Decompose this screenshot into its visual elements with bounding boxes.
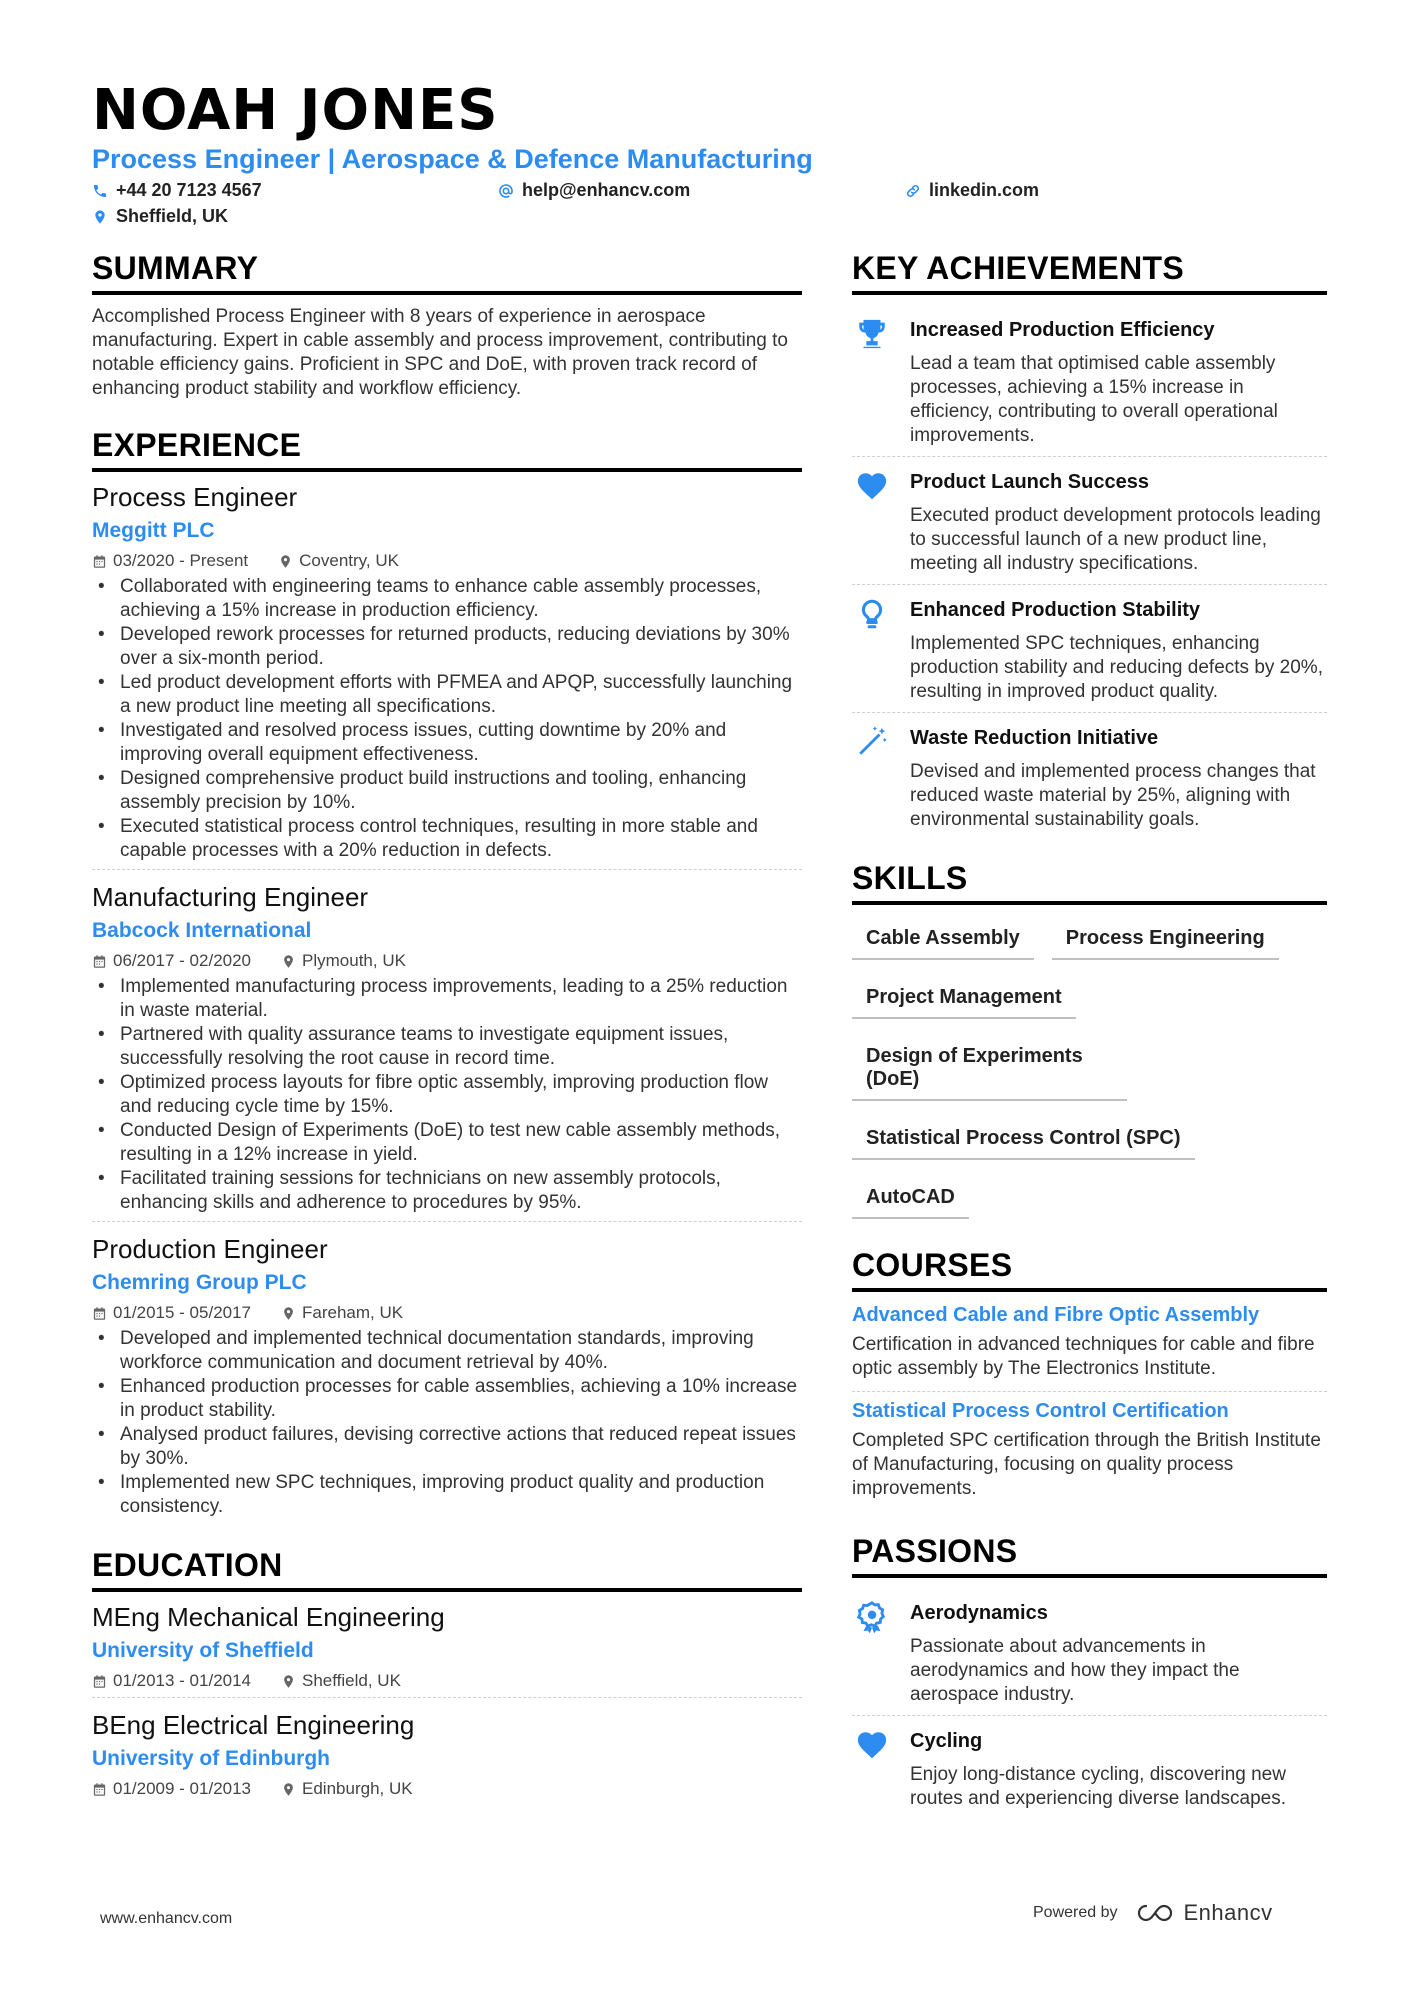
experience-section <box>92 427 802 1525</box>
location-pin-icon <box>92 209 108 225</box>
brand-logo[interactable] <box>1132 1900 1273 1926</box>
achievement-desc: Executed product development protocols leading to successful launch of a new product line, meeting all industry specifications. <box>910 505 1321 574</box>
achievement-icon-wrap <box>852 595 892 704</box>
school-name: University of Sheffield <box>92 1639 314 1662</box>
skills-heading: SKILLS <box>852 860 1327 905</box>
education-section <box>92 1547 802 1805</box>
at-icon <box>498 183 514 199</box>
skill-tag: Project Management <box>852 982 1076 1019</box>
achievement-content <box>910 315 1327 448</box>
bullet-item: • Developed rework processes for returned products, reducing deviations by 30% over a six-month period. <box>92 623 802 671</box>
passion-title: Aerodynamics <box>910 1602 1048 1624</box>
skills-list <box>852 915 1327 1219</box>
course-desc: Completed SPC certification through the British Institute of Manufacturing, focusing on quality process improvements. <box>852 1430 1321 1499</box>
course-title: Advanced Cable and Fibre Optic Assembly <box>852 1304 1260 1326</box>
skills-section <box>852 860 1327 1219</box>
heart-icon <box>855 469 889 503</box>
calendar-icon <box>92 1674 107 1689</box>
course-title: Statistical Process Control Certification <box>852 1400 1229 1422</box>
job-title: Process Engineer <box>92 482 298 512</box>
bullet-item: • Facilitated training sessions for technicians on new assembly protocols, enhancing skills and adherence to procedures by 95%. <box>92 1167 802 1215</box>
passions-section <box>852 1533 1327 1819</box>
achievement-desc: Devised and implemented process changes that reduced waste material by 25%, aligning with environmental sustainability goals. <box>910 761 1316 830</box>
skill-tag: AutoCAD <box>852 1182 969 1219</box>
lightbulb-icon <box>855 597 889 631</box>
award-badge-icon <box>855 1600 889 1634</box>
job-title: Production Engineer <box>92 1234 328 1264</box>
job-title: Manufacturing Engineer <box>92 882 369 912</box>
job-entry <box>92 482 802 869</box>
education-location <box>281 1671 401 1691</box>
achievement-item <box>852 305 1327 456</box>
experience-heading: EXPERIENCE <box>92 427 802 472</box>
bullet-item: • Enhanced production processes for cable assemblies, achieving a 10% increase in product stability. <box>92 1375 802 1423</box>
calendar-icon <box>92 554 107 569</box>
linkedin-text: linkedin.com <box>929 180 1040 200</box>
footer-website[interactable]: www.enhancv.com <box>100 1910 233 1927</box>
achievements-heading: KEY ACHIEVEMENTS <box>852 250 1327 295</box>
degree-title: BEng Electrical Engineering <box>92 1710 415 1740</box>
location-pin-icon <box>281 1306 296 1321</box>
job-bullets <box>92 1327 802 1519</box>
bullet-item: • Partnered with quality assurance teams to investigate equipment issues, successfully resolving the root cause in record time. <box>92 1023 802 1071</box>
achievement-title: Waste Reduction Initiative <box>910 727 1159 749</box>
contact-email[interactable] <box>498 180 690 201</box>
education-dates: 01/2013 - 01/2014 <box>113 1671 252 1690</box>
bullet-item: • Designed comprehensive product build instructions and tooling, enhancing assembly precision by 10%. <box>92 767 802 815</box>
location-pin-icon <box>281 1674 296 1689</box>
achievement-item <box>852 584 1327 712</box>
passion-item <box>852 1715 1327 1819</box>
bullet-item: • Developed and implemented technical documentation standards, improving workforce communication and document retrieval by 40%. <box>92 1327 802 1375</box>
trophy-icon <box>855 317 889 351</box>
course-item <box>852 1391 1327 1511</box>
job-location-text: Coventry, UK <box>299 551 399 570</box>
magic-wand-icon <box>855 725 889 759</box>
education-meta <box>92 1671 802 1691</box>
job-location <box>278 551 399 571</box>
skill-tag: Process Engineering <box>1052 923 1279 960</box>
education-dates: 01/2009 - 01/2013 <box>113 1779 252 1798</box>
contact-phone[interactable] <box>92 180 262 201</box>
job-dates: 01/2015 - 05/2017 <box>113 1303 252 1322</box>
achievement-icon-wrap <box>852 723 892 832</box>
location-pin-icon <box>281 1782 296 1797</box>
bullet-item: • Analysed product failures, devising corrective actions that reduced repeat issues by 30%. <box>92 1423 802 1471</box>
phone-icon <box>92 183 108 199</box>
achievement-content <box>910 467 1327 576</box>
achievement-title: Enhanced Production Stability <box>910 599 1201 621</box>
bullet-item: • Implemented manufacturing process improvements, leading to a 25% reduction in waste material. <box>92 975 802 1023</box>
passion-item <box>852 1588 1327 1715</box>
passion-icon-wrap <box>852 1726 892 1811</box>
passion-content <box>910 1726 1327 1811</box>
job-company: Chemring Group PLC <box>92 1271 307 1294</box>
enhancv-logo-icon <box>1132 1901 1178 1925</box>
job-dates: 06/2017 - 02/2020 <box>113 951 252 970</box>
brand-name: Enhancv <box>1183 1900 1273 1925</box>
calendar-icon <box>92 1782 107 1797</box>
bullet-item: • Investigated and resolved process issues, cutting downtime by 20% and improving overall equipment effectiveness. <box>92 719 802 767</box>
education-location-text: Edinburgh, UK <box>302 1779 413 1798</box>
achievement-content <box>910 595 1327 704</box>
calendar-icon <box>92 954 107 969</box>
bullet-item: • Led product development efforts with PFMEA and APQP, successfully launching a new product line meeting all specifications. <box>92 671 802 719</box>
bullet-item: • Implemented new SPC techniques, improving product quality and production consistency. <box>92 1471 802 1519</box>
education-entry <box>92 1602 802 1697</box>
job-company: Babcock International <box>92 919 312 942</box>
bullet-item: • Collaborated with engineering teams to enhance cable assembly processes, achieving a 15% increase in production efficiency. <box>92 575 802 623</box>
contact-linkedin[interactable] <box>905 180 1039 201</box>
achievement-icon-wrap <box>852 315 892 448</box>
powered-by-text: Powered by <box>1033 1904 1118 1921</box>
contact-location <box>92 206 228 227</box>
candidate-role: Process Engineer | Aerospace & Defence Manufacturing <box>92 144 813 174</box>
achievement-content <box>910 723 1327 832</box>
job-meta <box>92 551 802 571</box>
courses-section <box>852 1247 1327 1511</box>
education-meta <box>92 1779 802 1799</box>
achievement-title: Increased Production Efficiency <box>910 319 1215 341</box>
passion-icon-wrap <box>852 1598 892 1707</box>
achievement-icon-wrap <box>852 467 892 576</box>
right-column <box>852 250 1327 1819</box>
bullet-item: • Conducted Design of Experiments (DoE) to test new cable assembly methods, resulting in a 12% increase in yield. <box>92 1119 802 1167</box>
education-location <box>281 1779 413 1799</box>
skill-tag: Cable Assembly <box>852 923 1034 960</box>
left-column <box>92 250 802 1805</box>
school-name: University of Edinburgh <box>92 1747 331 1770</box>
achievement-desc: Lead a team that optimised cable assembly processes, achieving a 15% increase in efficiency, contributing to overall operational improvements. <box>910 353 1278 446</box>
education-entry <box>92 1697 802 1805</box>
job-location <box>281 1303 403 1323</box>
job-bullets <box>92 975 802 1215</box>
bullet-item: • Optimized process layouts for fibre optic assembly, improving production flow and reducing cycle time by 15%. <box>92 1071 802 1119</box>
link-icon <box>905 183 921 199</box>
education-location-text: Sheffield, UK <box>302 1671 401 1690</box>
course-desc: Certification in advanced techniques for cable and fibre optic assembly by The Electronics Institute. <box>852 1334 1315 1379</box>
summary-section <box>92 250 802 401</box>
passion-title: Cycling <box>910 1730 983 1752</box>
candidate-name: NOAH JONES <box>92 78 499 143</box>
education-heading: EDUCATION <box>92 1547 802 1592</box>
achievement-item <box>852 456 1327 584</box>
degree-title: MEng Mechanical Engineering <box>92 1602 445 1632</box>
job-location-text: Plymouth, UK <box>302 951 406 970</box>
achievements-section <box>852 250 1327 840</box>
phone-text: +44 20 7123 4567 <box>116 180 262 200</box>
summary-text: Accomplished Process Engineer with 8 years of experience in aerospace manufacturing. Expert in cable assembly and process improvement, contributing to notable efficiency gains. Proficient in SPC and DoE, with proven track record of enhancing product stability and workflow efficiency. <box>92 306 788 399</box>
calendar-icon <box>92 1306 107 1321</box>
passion-desc: Enjoy long-distance cycling, discovering new routes and experiencing diverse landscapes. <box>910 1764 1287 1809</box>
summary-heading: SUMMARY <box>92 250 802 295</box>
courses-heading: COURSES <box>852 1247 1327 1292</box>
job-entry <box>92 869 802 1221</box>
footer-branding <box>1033 1900 1273 1926</box>
passions-heading: PASSIONS <box>852 1533 1327 1578</box>
job-dates: 03/2020 - Present <box>113 551 249 570</box>
heart-icon <box>855 1728 889 1762</box>
achievement-title: Product Launch Success <box>910 471 1149 493</box>
location-pin-icon <box>278 554 293 569</box>
job-company: Meggitt PLC <box>92 519 215 542</box>
passion-desc: Passionate about advancements in aerodynamics and how they impact the aerospace industry. <box>910 1636 1240 1705</box>
skill-tag: Statistical Process Control (SPC) <box>852 1123 1195 1160</box>
job-location-text: Fareham, UK <box>302 1303 404 1322</box>
job-location <box>281 951 406 971</box>
email-text: help@enhancv.com <box>522 180 691 200</box>
achievement-item <box>852 712 1327 840</box>
bullet-item: • Executed statistical process control techniques, resulting in more stable and capable processes with a 20% reduction in defects. <box>92 815 802 863</box>
passion-content <box>910 1598 1327 1707</box>
job-entry <box>92 1221 802 1525</box>
location-text: Sheffield, UK <box>116 206 229 226</box>
achievement-desc: Implemented SPC techniques, enhancing production stability and reducing defects by 20%, resulting in improved product quality. <box>910 633 1323 702</box>
course-item <box>852 1302 1327 1391</box>
job-meta <box>92 951 802 971</box>
job-meta <box>92 1303 802 1323</box>
job-bullets <box>92 575 802 863</box>
location-pin-icon <box>281 954 296 969</box>
skill-tag: Design of Experiments (DoE) <box>852 1041 1127 1101</box>
